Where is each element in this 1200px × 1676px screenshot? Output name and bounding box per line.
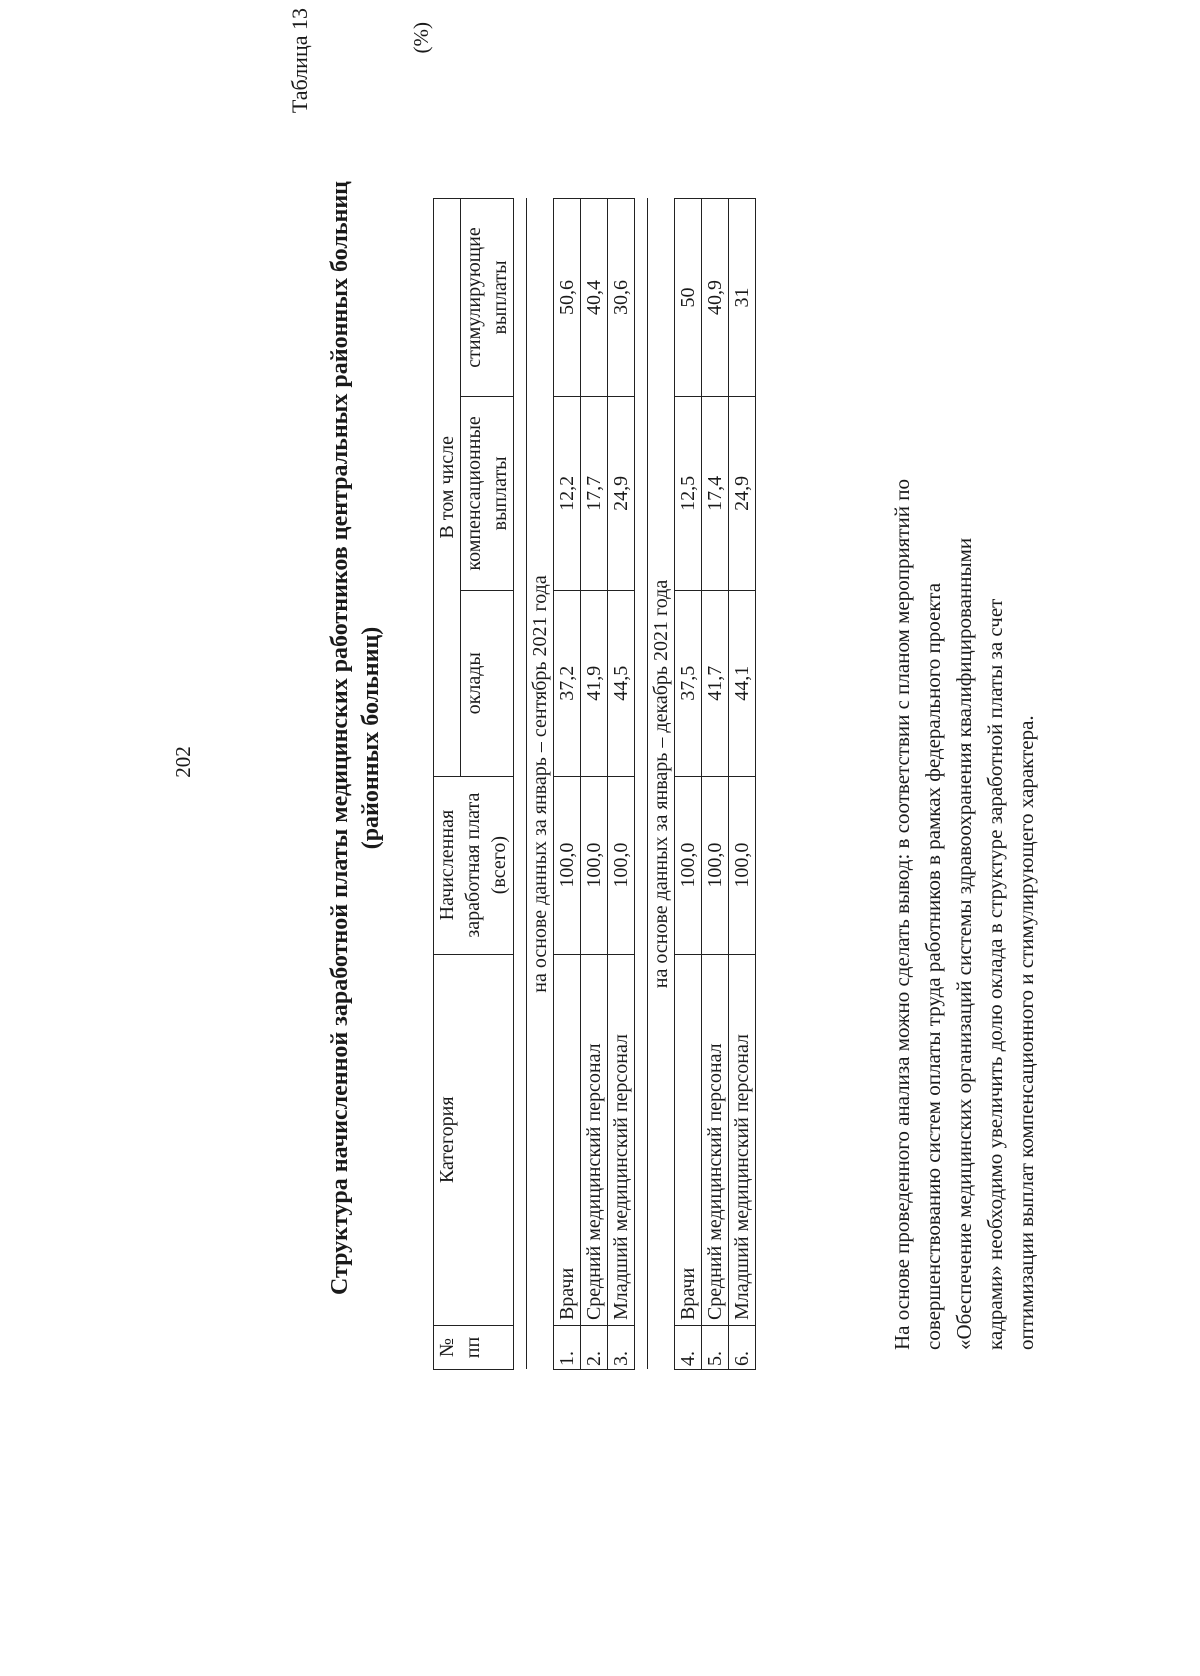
row-compensation: 17,4 <box>702 396 729 590</box>
header-compensation <box>461 396 514 590</box>
table-row <box>554 199 581 1370</box>
header-stimulating-line-1: стимулирующие <box>463 227 485 368</box>
row-category: Средний медицинский персонал <box>702 954 729 1326</box>
table-number: Таблица 13 <box>287 8 312 114</box>
header-compensation-line-2: выплаты <box>489 456 511 531</box>
header-salaries: оклады <box>461 590 514 776</box>
table-title <box>325 48 387 1428</box>
page-number: 202 <box>171 746 195 778</box>
row-number: 3. <box>608 1326 635 1370</box>
row-total: 100,0 <box>702 776 729 954</box>
row-number: 5. <box>702 1326 729 1370</box>
header-compensation-line-1: компенсационные <box>463 416 485 571</box>
header-row-1 <box>434 199 461 1370</box>
row-category: Врачи <box>554 954 581 1326</box>
row-category: Средний медицинский персонал <box>581 954 608 1326</box>
header-stimulating-line-2: выплаты <box>489 260 511 335</box>
section-label: на основе данных за январь – декабрь 2021 года <box>648 199 675 1370</box>
row-salaries: 37,2 <box>554 590 581 776</box>
row-total: 100,0 <box>554 776 581 954</box>
row-salaries: 41,9 <box>581 590 608 776</box>
table-row <box>729 199 756 1370</box>
conclusion-line: оптимизации выплат компенсационного и стимулирующего характера. <box>1014 715 1038 1350</box>
row-stimulating: 40,9 <box>702 199 729 397</box>
header-total-line-2: заработная плата <box>462 792 484 938</box>
table-title-line-1: Структура начисленной заработной платы медицинских работников центральных районных больниц <box>327 181 353 1295</box>
row-stimulating: 50,6 <box>554 199 581 397</box>
row-number: 6. <box>729 1326 756 1370</box>
row-number: 1. <box>554 1326 581 1370</box>
header-including: В том числе <box>434 199 461 777</box>
row-salaries: 37,5 <box>675 590 702 776</box>
row-total: 100,0 <box>581 776 608 954</box>
salary-structure-table <box>433 198 756 1370</box>
row-compensation: 12,5 <box>675 396 702 590</box>
row-total: 100,0 <box>675 776 702 954</box>
header-total <box>434 776 514 954</box>
row-compensation: 12,2 <box>554 396 581 590</box>
table-row <box>608 199 635 1370</box>
row-compensation: 24,9 <box>729 396 756 590</box>
row-number: 4. <box>675 1326 702 1370</box>
row-number: 2. <box>581 1326 608 1370</box>
row-salaries: 41,7 <box>702 590 729 776</box>
row-compensation: 17,7 <box>581 396 608 590</box>
section-row <box>527 199 554 1370</box>
header-number <box>434 1326 514 1370</box>
row-stimulating: 50 <box>675 199 702 397</box>
row-category: Младший медицинский персонал <box>729 954 756 1326</box>
rotated-page <box>165 8 1185 1468</box>
conclusion-line: «Обеспечение медицинских организаций системы здравоохранения квалифицированными <box>952 537 976 1350</box>
row-stimulating: 30,6 <box>608 199 635 397</box>
header-stimulating <box>461 199 514 397</box>
unit-label: (%) <box>409 22 433 54</box>
conclusion-line: совершенствованию систем оплаты труда работников в рамках федерального проекта <box>921 582 945 1350</box>
row-total: 100,0 <box>608 776 635 954</box>
row-salaries: 44,5 <box>608 590 635 776</box>
row-salaries: 44,1 <box>729 590 756 776</box>
section-label: на основе данных за январь – сентябрь 2021 года <box>527 199 554 1370</box>
conclusion-line: На основе проведенного анализа можно сделать вывод: в соответствии с планом мероприятий по <box>890 479 914 1350</box>
table-title-line-2: (районных больниц) <box>358 626 384 850</box>
section-row <box>648 199 675 1370</box>
table-row <box>581 199 608 1370</box>
header-total-line-1: Начисленная <box>436 809 458 921</box>
header-category: Категория <box>434 954 514 1326</box>
table-row <box>675 199 702 1370</box>
row-category: Младший медицинский персонал <box>608 954 635 1326</box>
row-total: 100,0 <box>729 776 756 954</box>
header-total-line-3: (всего) <box>488 835 510 895</box>
conclusion-line: кадрами» необходимо увеличить долю оклада в структуре заработной платы за счет <box>983 598 1007 1350</box>
row-category: Врачи <box>675 954 702 1326</box>
spacer-row <box>514 199 527 1370</box>
spacer-row <box>635 199 648 1370</box>
table-row <box>702 199 729 1370</box>
row-stimulating: 31 <box>729 199 756 397</box>
header-number-line-2: пп <box>462 1336 484 1359</box>
row-compensation: 24,9 <box>608 396 635 590</box>
header-number-line-1: № <box>436 1337 458 1358</box>
row-stimulating: 40,4 <box>581 199 608 397</box>
conclusion-paragraph <box>887 250 1042 1350</box>
